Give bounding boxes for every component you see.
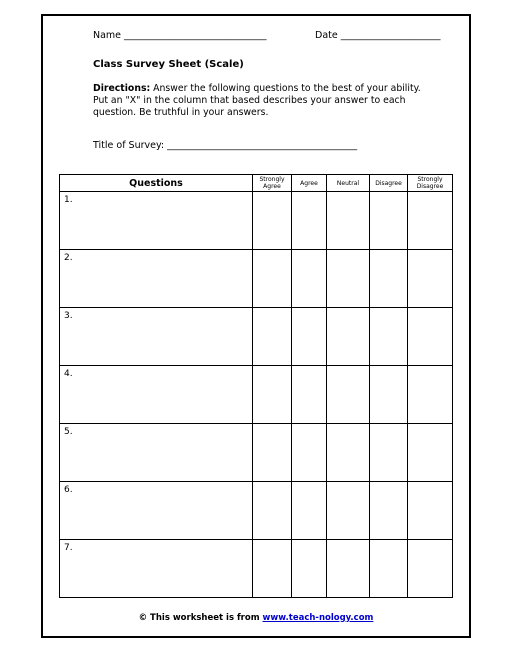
neutral-cell[interactable] (327, 424, 370, 482)
table-header-row (60, 175, 453, 192)
disagree-cell[interactable] (370, 308, 408, 366)
strongly-agree-cell[interactable] (253, 192, 292, 250)
table-row (60, 424, 453, 482)
disagree-cell[interactable] (370, 192, 408, 250)
date-field-label: Date _____________________ (315, 30, 441, 41)
table-row (60, 308, 453, 366)
strongly-disagree-cell[interactable] (408, 366, 453, 424)
question-cell: 5. (60, 424, 253, 482)
disagree-cell[interactable] (370, 540, 408, 598)
strongly-agree-cell[interactable] (253, 250, 292, 308)
table-row (60, 192, 453, 250)
column-header-neutral: Neutral (327, 175, 370, 192)
strongly-agree-cell[interactable] (253, 482, 292, 540)
column-header-disagree: Disagree (370, 175, 408, 192)
survey-table (59, 174, 453, 598)
neutral-cell[interactable] (327, 366, 370, 424)
disagree-cell[interactable] (370, 250, 408, 308)
directions-text: Answer the following questions to the best of your ability. Put an "X" in the column that based describes your answer to each question. Be truthful in your answers. (93, 83, 421, 118)
footer-prefix: © This worksheet is from (138, 613, 263, 623)
agree-cell[interactable] (292, 250, 327, 308)
directions-paragraph (93, 83, 423, 119)
column-header-strongly-agree: Strongly Agree (253, 175, 292, 192)
column-header-questions: Questions (60, 175, 253, 192)
strongly-disagree-cell[interactable] (408, 540, 453, 598)
agree-cell[interactable] (292, 192, 327, 250)
neutral-cell[interactable] (327, 482, 370, 540)
question-cell: 4. (60, 366, 253, 424)
agree-cell[interactable] (292, 366, 327, 424)
neutral-cell[interactable] (327, 540, 370, 598)
directions-lead: Directions: (93, 83, 151, 94)
table-row (60, 250, 453, 308)
strongly-disagree-cell[interactable] (408, 424, 453, 482)
disagree-cell[interactable] (370, 424, 408, 482)
strongly-agree-cell[interactable] (253, 424, 292, 482)
question-cell: 6. (60, 482, 253, 540)
question-cell: 7. (60, 540, 253, 598)
question-cell: 1. (60, 192, 253, 250)
footer-credit (43, 613, 469, 623)
name-field-label: Name ______________________________ (93, 30, 267, 41)
table-body (60, 192, 453, 598)
table-row (60, 482, 453, 540)
question-cell: 2. (60, 250, 253, 308)
strongly-disagree-cell[interactable] (408, 192, 453, 250)
strongly-agree-cell[interactable] (253, 308, 292, 366)
strongly-disagree-cell[interactable] (408, 250, 453, 308)
neutral-cell[interactable] (327, 192, 370, 250)
strongly-agree-cell[interactable] (253, 366, 292, 424)
disagree-cell[interactable] (370, 482, 408, 540)
strongly-disagree-cell[interactable] (408, 308, 453, 366)
strongly-disagree-cell[interactable] (408, 482, 453, 540)
table-row (60, 366, 453, 424)
strongly-agree-cell[interactable] (253, 540, 292, 598)
disagree-cell[interactable] (370, 366, 408, 424)
footer-link[interactable]: www.teach-nology.com (262, 613, 374, 623)
worksheet-title: Class Survey Sheet (Scale) (93, 59, 244, 70)
column-header-agree: Agree (292, 175, 327, 192)
column-header-strongly-disagree: Strongly Disagree (408, 175, 453, 192)
agree-cell[interactable] (292, 482, 327, 540)
agree-cell[interactable] (292, 540, 327, 598)
neutral-cell[interactable] (327, 308, 370, 366)
survey-title-label: Title of Survey: ________________________________________ (93, 140, 358, 151)
agree-cell[interactable] (292, 424, 327, 482)
question-cell: 3. (60, 308, 253, 366)
agree-cell[interactable] (292, 308, 327, 366)
table-row (60, 540, 453, 598)
worksheet-page (41, 14, 471, 638)
neutral-cell[interactable] (327, 250, 370, 308)
